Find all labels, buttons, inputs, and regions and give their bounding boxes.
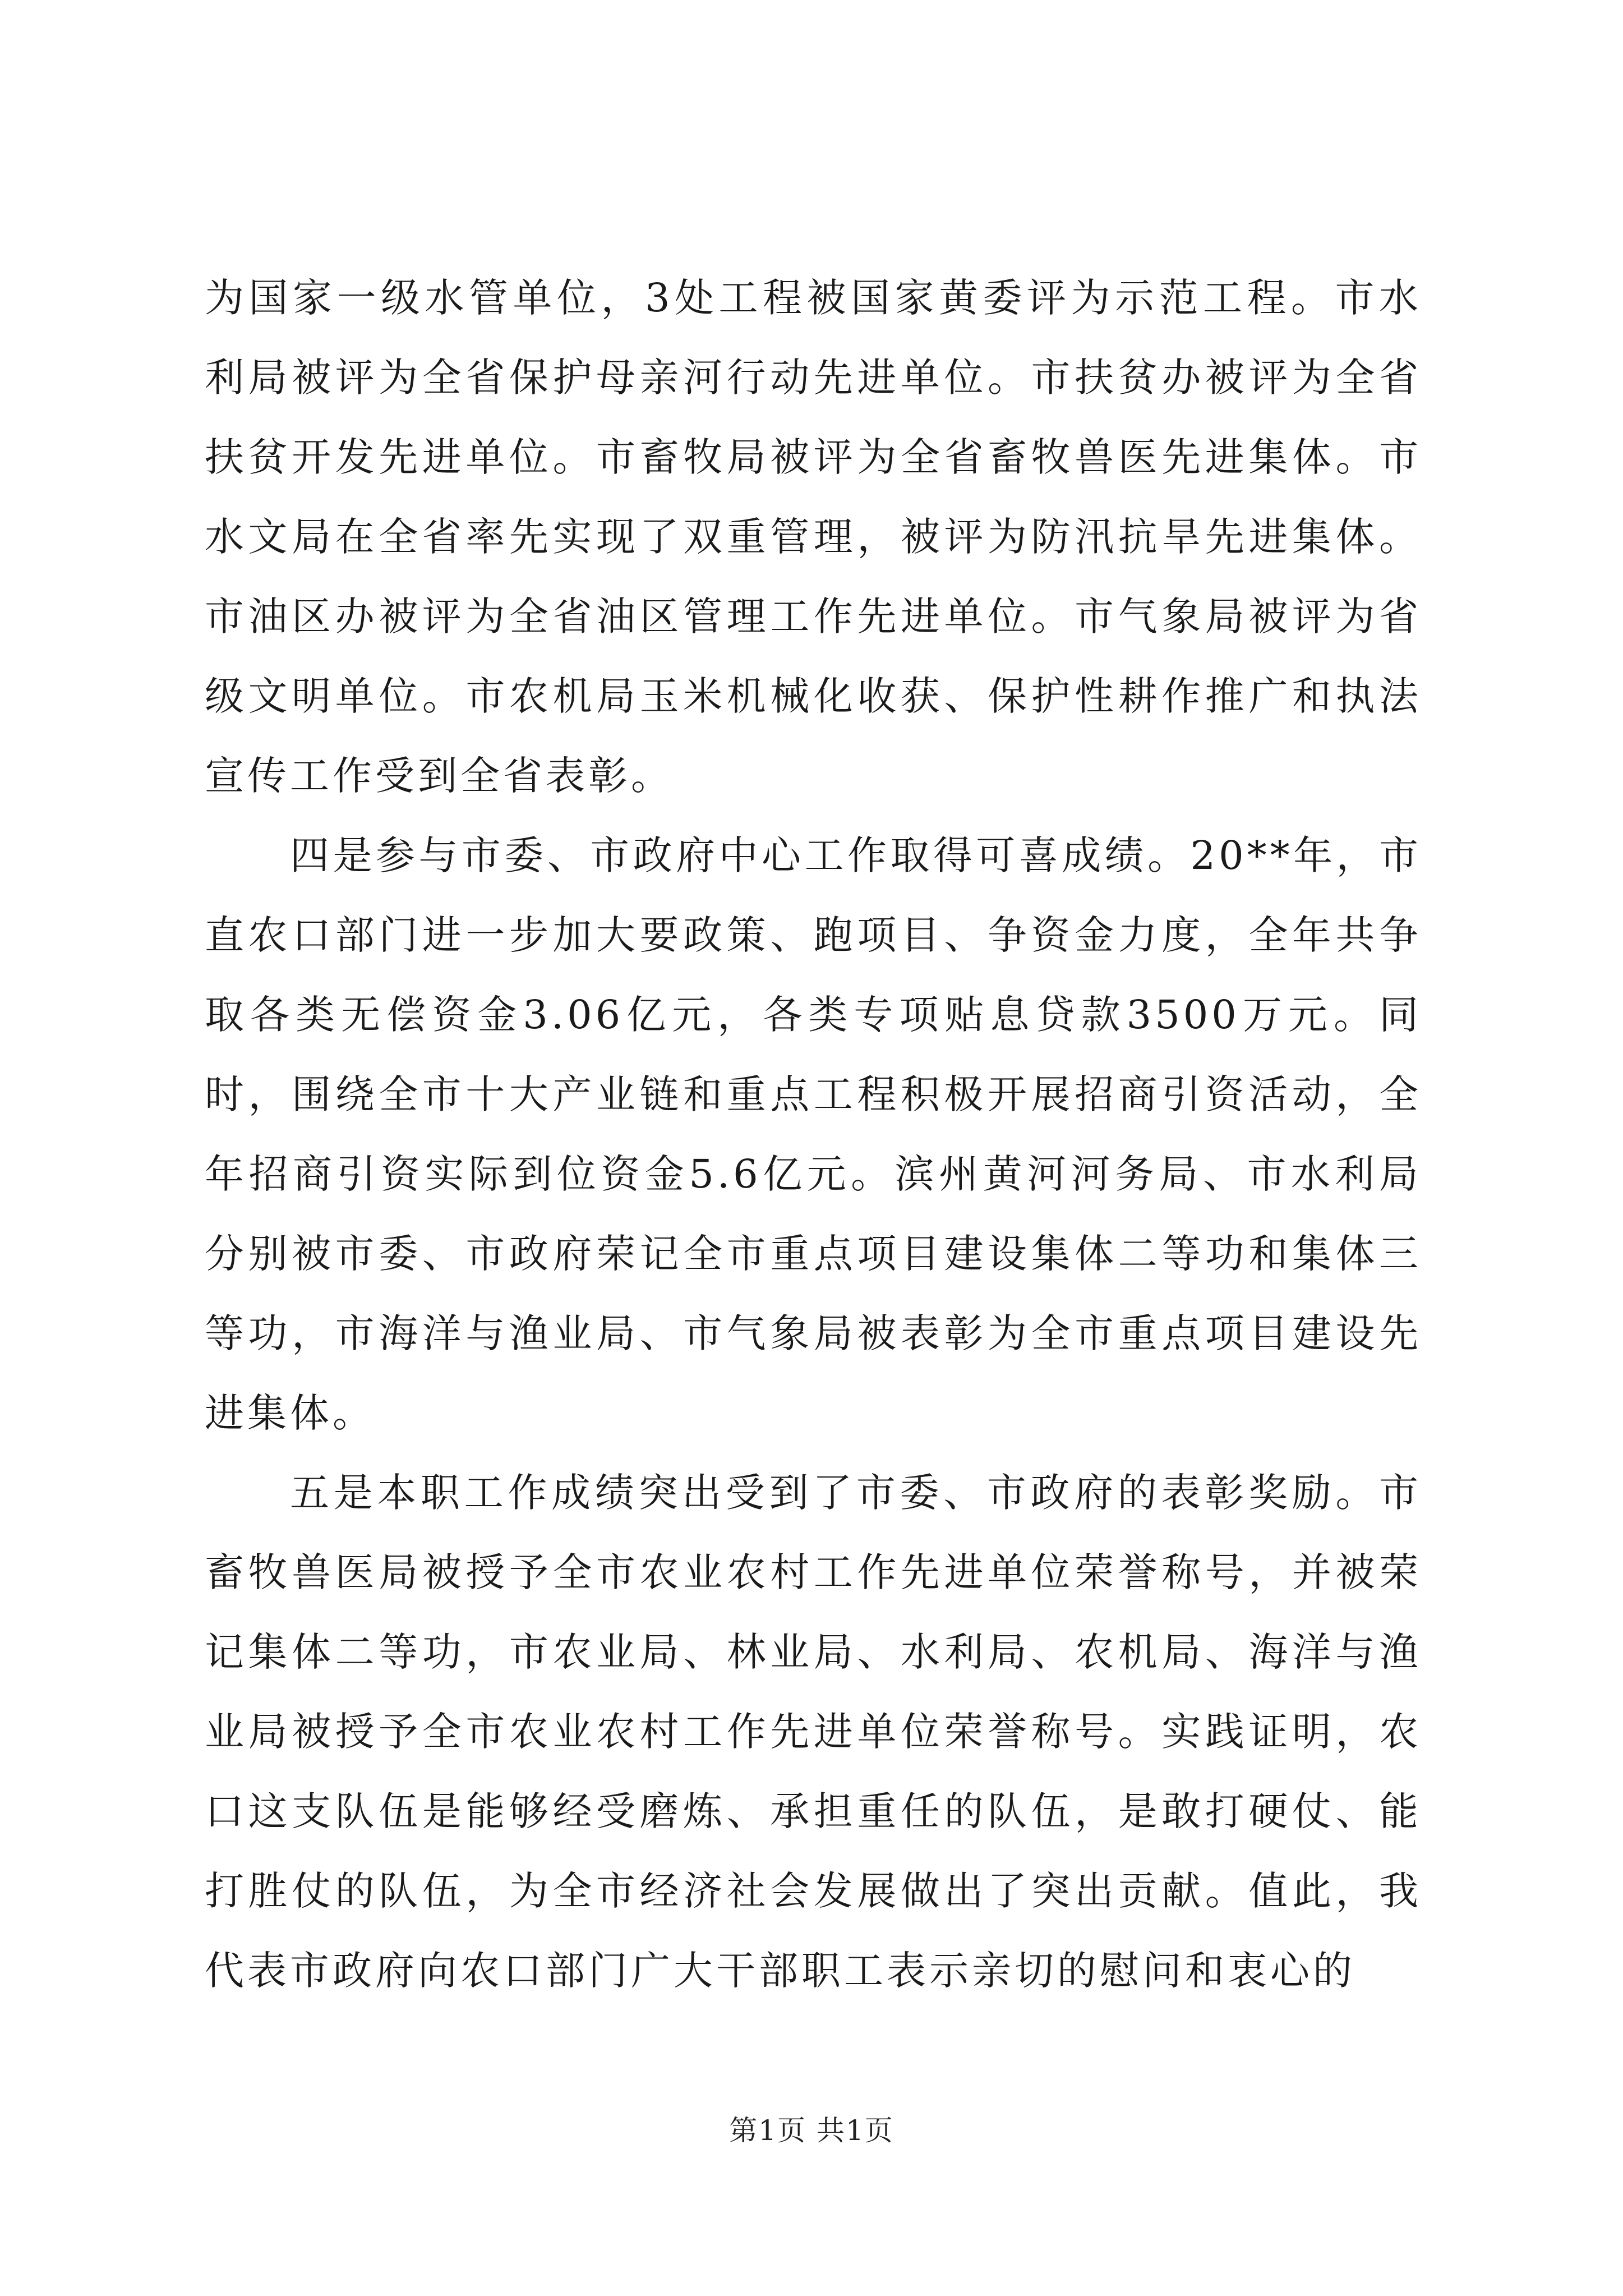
paragraph-item-five: 五是本职工作成绩突出受到了市委、市政府的表彰奖励。市畜牧兽医局被授予全市农业农村工作先进单位荣誉称号，并被荣记集体二等功，市农业局、林业局、水利局、农机局、海洋与渔业局被授予全市农业农村工作先进单位荣誉称号。实践证明，农口这支队伍是能够经受磨炼、承担重任的队伍，是敢打硬仗、能打胜仗的队伍，为全市经济社会发展做出了突出贡献。值此，我代表市政府向农口部门广大干部职工表示亲切的慰问和衷心的 <box>205 1470 1422 1994</box>
paragraph-continued: 为国家一级水管单位，3处工程被国家黄委评为示范工程。市水利局被评为全省保护母亲河行动先进单位。市扶贫办被评为全省扶贫开发先进单位。市畜牧局被评为全省畜牧兽医先进集体。市水文局在全省率先实现了双重管理，被评为防汛抗旱先进集体。市油区办被评为全省油区管理工作先进单位。市气象局被评为省级文明单位。市农机局玉米机械化收获、保护性耕作推广和执法宣传工作受到全省表彰。 <box>205 275 1422 799</box>
page-footer: 第1页 共1页 <box>729 2114 894 2147</box>
document-body <box>205 258 1422 2010</box>
paragraph-item-four: 四是参与市委、市政府中心工作取得可喜成绩。20**年，市直农口部门进一步加大要政策、跑项目、争资金力度，全年共争取各类无偿资金3.06亿元，各类专项贴息贷款3500万元。同时，围绕全市十大产业链和重点工程积极开展招商引资活动，全年招商引资实际到位资金5.6亿元。滨州黄河河务局、市水利局分别被市委、市政府荣记全市重点项目建设集体二等功和集体三等功，市海洋与渔业局、市气象局被表彰为全市重点项目建设先进集体。 <box>205 832 1422 1436</box>
